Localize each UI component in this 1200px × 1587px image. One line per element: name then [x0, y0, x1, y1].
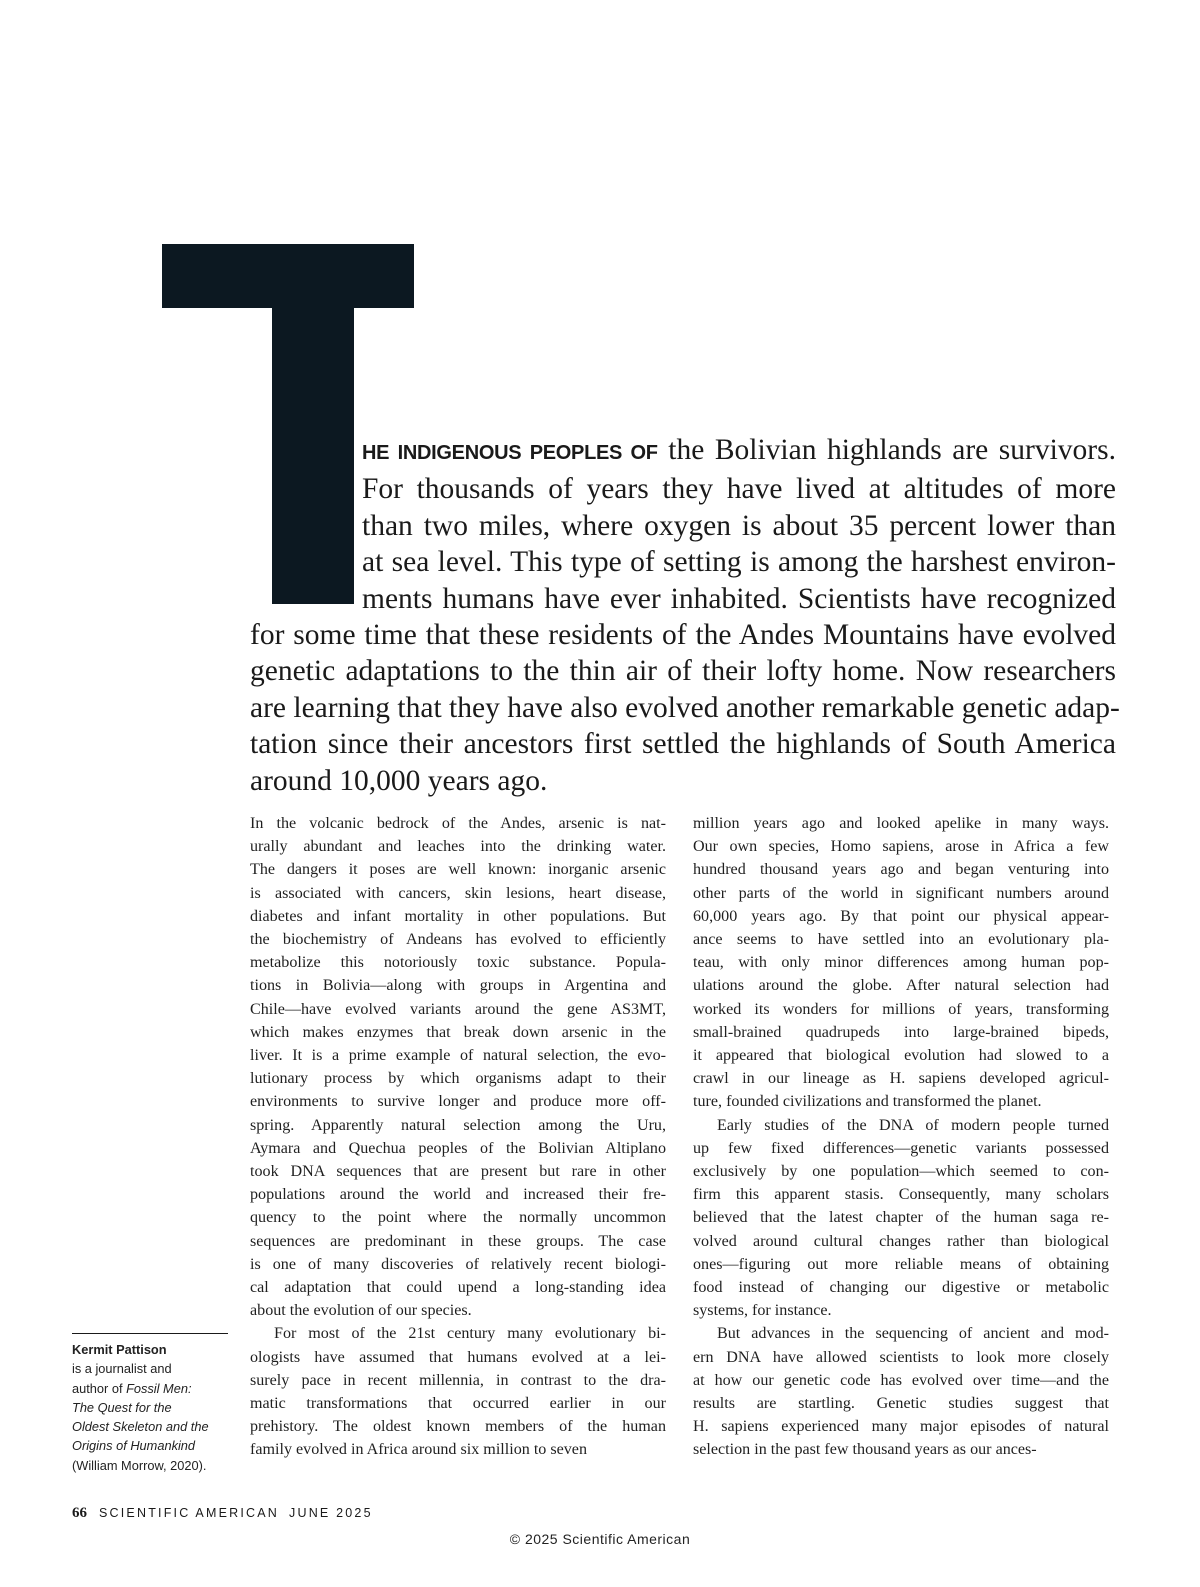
copyright-notice: © 2025 Scientific American — [509, 1531, 691, 1547]
body-text-line: ern DNA have allowed scientists to look more closely — [693, 1348, 1109, 1366]
author-name: Kermit Pattison — [72, 1342, 167, 1357]
body-text-line: diabetes and infant mortality in other populations. But — [250, 907, 666, 925]
lede-line: For thousands of years they have lived at altitudes of more — [362, 473, 1116, 506]
body-text-line: liver. It is a prime example of natural selection, the evo- — [250, 1047, 666, 1065]
body-text-line: worked its wonders for millions of years, transforming — [693, 1000, 1109, 1018]
body-text-line: which makes enzymes that break down arsenic in the — [250, 1023, 666, 1041]
body-text-line: metabolize this notoriously toxic substance. Popula- — [250, 954, 666, 972]
body-text-line: it appeared that biological evolution had slowed to a — [693, 1047, 1109, 1065]
lede-line: around 10,000 years ago. — [250, 764, 548, 797]
body-text-line: results are startling. Genetic studies suggest that — [693, 1395, 1109, 1413]
body-text-line: firm this apparent stasis. Consequently, many scholars — [693, 1186, 1109, 1204]
body-text-line: ance seems to have settled into an evolutionary pla- — [693, 931, 1109, 949]
body-text-line: Our own species, Homo sapiens, arose in Africa a few — [693, 838, 1109, 856]
body-text-line: small-brained quadrupeds into large-brained bipeds, — [693, 1023, 1109, 1041]
body-text-line: quency to the point where the normally uncommon — [250, 1209, 666, 1227]
lede-line: tation since their ancestors first settled the highlands of South America — [250, 728, 1116, 761]
body-text-line: about the evolution of our species. — [250, 1302, 472, 1320]
body-text-line: 60,000 years ago. By that point our physical appear- — [693, 907, 1109, 925]
author-bio-line: author of Fossil Men: — [72, 1380, 192, 1396]
lede-line: are learning that they have also evolved another remarkable genetic adap- — [250, 691, 1120, 724]
body-text-line: believed that the latest chapter of the human saga re- — [693, 1209, 1109, 1227]
body-text-line: the biochemistry of Andeans has evolved to efficiently — [250, 931, 666, 949]
body-column-right — [693, 812, 1109, 1462]
body-text-line: lutionary process by which organisms adapt to their — [250, 1070, 666, 1088]
lede-line: ments humans have ever inhabited. Scientists have recognized — [362, 582, 1116, 615]
body-text-line: volved around cultural changes rather than biological — [693, 1232, 1109, 1250]
body-text-line: is associated with cancers, skin lesions, heart disease, — [250, 884, 666, 902]
body-text-line: teau, with only minor differences among human pop- — [693, 954, 1109, 972]
article-lede — [250, 432, 1120, 799]
body-text-line: H. sapiens experienced many major episodes of natural — [693, 1418, 1109, 1436]
body-text-line: family evolved in Africa around six million to seven — [250, 1441, 588, 1459]
body-text-line: sequences are predominant in these groups. The case — [250, 1232, 666, 1250]
lede-line: than two miles, where oxygen is about 35 percent lower than — [362, 509, 1116, 542]
lede-kicker: HE INDIGENOUS PEOPLES OF — [362, 442, 658, 464]
author-bio-line: is a journalist and — [72, 1361, 172, 1377]
body-text-line: In the volcanic bedrock of the Andes, arsenic is nat- — [250, 815, 666, 832]
body-text-line: is one of many discoveries of relatively recent biologi- — [250, 1255, 666, 1273]
lede-line: HE INDIGENOUS PEOPLES OF the Bolivian highlands are survivors. — [362, 434, 1116, 466]
body-text-line: hundred thousand years ago and began venturing into — [693, 861, 1109, 879]
body-text-line: crawl in our lineage as H. sapiens developed agricul- — [693, 1070, 1109, 1088]
body-text-line: ologists have assumed that humans evolved at a lei- — [250, 1348, 666, 1366]
issue-date: JUNE 2025 — [289, 1506, 373, 1520]
book-title: Fossil Men: — [126, 1380, 192, 1396]
lede-line: genetic adaptations to the thin air of their lofty home. Now researchers — [250, 655, 1116, 688]
body-text-line: environments to survive longer and produce more off- — [250, 1093, 666, 1111]
author-bio-line: (William Morrow, 2020). — [72, 1457, 207, 1473]
author-bio — [72, 1333, 228, 1475]
body-text-line: ulations around the globe. After natural selection had — [693, 977, 1109, 995]
body-text-line: populations around the world and increased their fre- — [250, 1186, 666, 1204]
body-column-left — [250, 812, 666, 1462]
page-folio — [72, 1505, 373, 1522]
body-text-line: exclusively by one population—which seemed to con- — [693, 1163, 1109, 1181]
author-bio-line: Origins of Humankind — [72, 1438, 196, 1454]
body-text-line: selection in the past few thousand years as our ances- — [693, 1441, 1037, 1459]
body-text-line: tions in Bolivia—along with groups in Argentina and — [250, 977, 666, 995]
lede-line: for some time that these residents of the Andes Mountains have evolved — [250, 619, 1116, 652]
body-text-line: prehistory. The oldest known members of the human — [250, 1418, 666, 1436]
body-text-line: urally abundant and leaches into the drinking water. — [250, 838, 666, 856]
magazine-name: SCIENTIFIC AMERICAN — [99, 1506, 280, 1520]
body-text-line: Early studies of the DNA of modern people turned — [717, 1116, 1109, 1134]
body-text-line: cal adaptation that could upend a long-standing idea — [250, 1279, 666, 1297]
body-text-line: systems, for instance. — [693, 1302, 832, 1320]
body-text-line: up few fixed differences—genetic variants possessed — [693, 1139, 1109, 1157]
body-text-line: For most of the 21st century many evolutionary bi- — [274, 1325, 666, 1343]
author-bio-line: The Quest for the — [72, 1399, 172, 1415]
body-text-line: But advances in the sequencing of ancient and mod- — [717, 1325, 1109, 1343]
lede-line: at sea level. This type of setting is among the harshest environ- — [362, 546, 1116, 579]
body-text-line: surely pace in recent millennia, in contrast to the dra- — [250, 1371, 666, 1389]
body-text-line: at how our genetic code has evolved over time—and the — [693, 1371, 1109, 1389]
body-text-line: matic transformations that occurred earlier in our — [250, 1395, 666, 1413]
body-text-line: ture, founded civilizations and transformed the planet. — [693, 1093, 1042, 1111]
body-text-line: other parts of the world in significant numbers around — [693, 884, 1109, 902]
body-text-line: ones—figuring out more reliable means of obtaining — [693, 1255, 1109, 1273]
page-number: 66 — [72, 1505, 87, 1521]
body-text-line: food instead of changing our digestive or metabolic — [693, 1279, 1109, 1297]
body-text-line: Aymara and Quechua peoples of the Bolivian Altiplano — [250, 1139, 666, 1157]
body-text-line: spring. Apparently natural selection among the Uru, — [250, 1116, 666, 1134]
author-bio-line: Oldest Skeleton and the — [72, 1419, 209, 1435]
body-text-line: Chile—have evolved variants around the gene AS3MT, — [250, 1000, 666, 1018]
body-text-line: The dangers it poses are well known: inorganic arsenic — [250, 861, 666, 879]
body-text-line: took DNA sequences that are present but rare in other — [250, 1163, 666, 1181]
body-text-line: million years ago and looked apelike in many ways. — [693, 815, 1109, 832]
